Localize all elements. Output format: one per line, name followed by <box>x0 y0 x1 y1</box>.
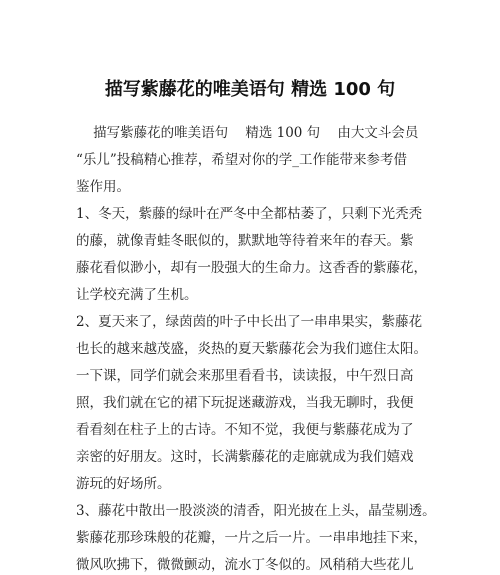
body-line: 3、藤花中散出一股淡淡的清香，阳光披在上头，晶莹剔透。 <box>76 503 436 519</box>
body-line: 的藤，就像青蛙冬眠似的，默默地等待着来年的春天。紫 <box>76 233 414 249</box>
body-line: 描写紫藤花的唯美语句 精选 100 句 由大文斗会员 <box>76 125 419 141</box>
body-line: 游玩的好场所。 <box>76 476 171 492</box>
body-line: 鉴作用。 <box>76 179 130 195</box>
body-line: 也长的越来越茂盛，炎热的夏天紫藤花会为我们遮住太阳。 <box>76 341 427 357</box>
body-line: 亲密的好朋友。这时，长满紫藤花的走廊就成为我们嬉戏 <box>76 449 414 465</box>
body-line: 紫藤花那珍珠般的花瓣，一片之后一片。一串串地挂下来， <box>76 530 427 546</box>
body-line: 看看刻在柱子上的古诗。不知不觉，我便与紫藤花成为了 <box>76 422 414 438</box>
body-line: 让学校充满了生机。 <box>76 287 198 303</box>
body-line: “乐儿”投稿精心推荐，希望对你的学_工作能带来参考借 <box>76 152 408 168</box>
body-line: 照，我们就在它的裙下玩捉迷藏游戏，当我无聊时，我便 <box>76 395 414 411</box>
body-line: 一下课，同学们就会来那里看看书，读读报，中午烈日高 <box>76 368 414 384</box>
body-line: 2、夏天来了，绿茵茵的叶子中长出了一串串果实，紫藤花 <box>76 314 423 330</box>
body-line: 藤花看似渺小，却有一股强大的生命力。这香香的紫藤花， <box>76 260 427 276</box>
body-line: 1、冬天，紫藤的绿叶在严冬中全都枯萎了，只剩下光秃秃 <box>76 206 423 222</box>
body-line: 微风吹拂下，微微颤动，流水丁冬似的。风稍稍大些花儿 <box>76 557 414 573</box>
page-title: 描写紫藤花的唯美语句 精选 100 句 <box>104 79 396 100</box>
